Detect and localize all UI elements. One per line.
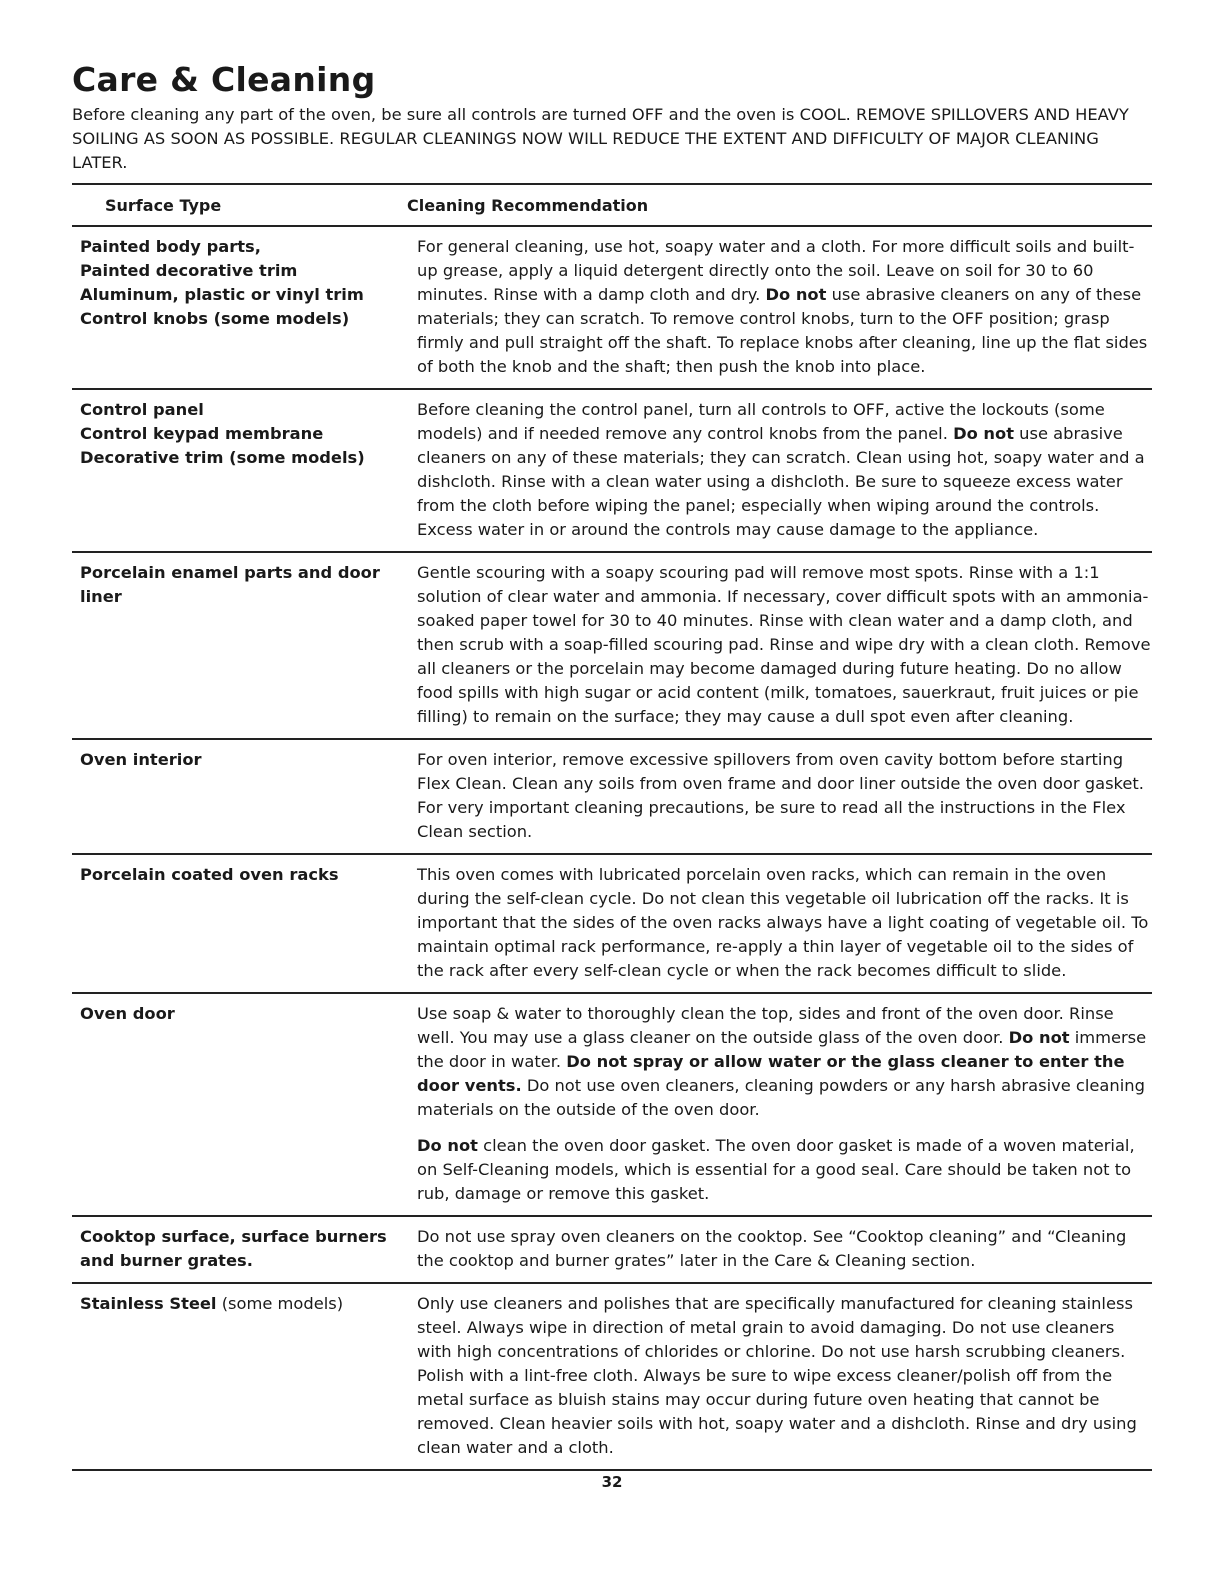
- surface-type-cell: [72, 863, 417, 983]
- cleaning-recommendation-cell: [417, 1002, 1152, 1206]
- surface-type-line: [80, 1225, 417, 1249]
- surface-type-text: and burner grates.: [80, 1251, 253, 1270]
- cleaning-recommendation-cell: [417, 235, 1152, 379]
- recommendation-text: clean the oven door gasket. The oven door gasket is made of a woven material, on Self-Cleaning models, which is essential for a good seal. Care should be taken not to rub, damage or remove this gasket.: [417, 1136, 1135, 1203]
- surface-type-line: [80, 1002, 417, 1026]
- surface-type-line: [80, 283, 417, 307]
- recommendation-paragraph: [417, 561, 1152, 729]
- table-row: [72, 740, 1152, 855]
- surface-type-text: Oven interior: [80, 750, 202, 769]
- cleaning-recommendation-cell: [417, 748, 1152, 844]
- table-row: [72, 227, 1152, 390]
- surface-type-cell: [72, 561, 417, 729]
- recommendation-text: Do not use spray oven cleaners on the cooktop. See “Cooktop cleaning” and “Cleaning the cooktop and burner grates” later in the Care & Cleaning section.: [417, 1227, 1127, 1270]
- header-surface-type: Surface Type: [105, 195, 222, 215]
- surface-type-line: [80, 1292, 417, 1316]
- surface-type-text: Painted decorative trim: [80, 261, 298, 280]
- surface-type-cell: [72, 1292, 417, 1460]
- recommendation-paragraph: [417, 748, 1152, 844]
- surface-type-note: (some models): [216, 1294, 344, 1313]
- recommendation-text: use abrasive cleaners on any of these materials; they can scratch. To remove control knobs, turn to the OFF position; grasp firmly and pull straight off the shaft. To replace knobs after cleaning, line up the flat sides of both the knob and the shaft; then push the knob into place.: [417, 285, 1148, 376]
- table-row: [72, 1284, 1152, 1471]
- emphasis-text: Do not: [417, 1136, 478, 1155]
- surface-type-cell: [72, 1002, 417, 1206]
- surface-type-text: Stainless Steel: [80, 1294, 217, 1313]
- surface-type-line: [80, 863, 417, 887]
- recommendation-paragraph: [417, 235, 1152, 379]
- surface-type-cell: [72, 235, 417, 379]
- cleaning-recommendation-cell: [417, 1292, 1152, 1460]
- surface-type-text: Porcelain enamel parts and door liner: [80, 563, 380, 606]
- surface-type-line: [80, 422, 417, 446]
- cleaning-recommendation-cell: [417, 561, 1152, 729]
- table-row: [72, 553, 1152, 740]
- cleaning-table-body: [72, 227, 1152, 1471]
- table-row: [72, 994, 1152, 1217]
- page-title: Care & Cleaning: [72, 60, 376, 99]
- table-header: [72, 185, 1152, 227]
- recommendation-paragraph: [417, 1134, 1152, 1206]
- emphasis-text: Do not spray or allow water or the glass cleaner to enter the door vents.: [417, 1052, 1125, 1095]
- recommendation-paragraph: [417, 1225, 1152, 1273]
- surface-type-text: Painted body parts,: [80, 237, 261, 256]
- surface-type-line: [80, 561, 417, 609]
- surface-type-cell: [72, 398, 417, 542]
- recommendation-text: use abrasive cleaners on any of these materials; they can scratch. Clean using hot, soapy water and a dishcloth. Rinse with a clean water using a dishcloth. Be sure to squeeze excess water from the cloth before wiping the panel; especially when wiping around the controls. Excess water in or around the controls may cause damage to the appliance.: [417, 424, 1145, 539]
- recommendation-paragraph: [417, 398, 1152, 542]
- table-row: [72, 1217, 1152, 1284]
- recommendation-text: Do not use oven cleaners, cleaning powders or any harsh abrasive cleaning materials on the outside of the oven door.: [417, 1076, 1145, 1119]
- surface-type-cell: [72, 1225, 417, 1273]
- surface-type-cell: [72, 748, 417, 844]
- table-row: [72, 390, 1152, 553]
- surface-type-text: Decorative trim (some models): [80, 448, 365, 467]
- surface-type-text: Cooktop surface, surface burners: [80, 1227, 387, 1246]
- page-number: 32: [601, 1473, 623, 1491]
- recommendation-text: Gentle scouring with a soapy scouring pad will remove most spots. Rinse with a 1:1 solution of clear water and ammonia. If necessary, cover difficult spots with an ammonia-soaked paper towel for 30 to 40 minutes. Rinse with clean water and a damp cloth, and then scrub with a soap-filled scouring pad. Rinse and wipe dry with a clean cloth. Remove all cleaners or the porcelain may become damaged during future heating. Do no allow food spills with high sugar or acid content (milk, tomatoes, sauerkraut, fruit juices or pie filling) to remain on the surface; they may cause a dull spot even after cleaning.: [417, 563, 1151, 726]
- surface-type-line: [80, 398, 417, 422]
- surface-type-line: [80, 235, 417, 259]
- recommendation-text: immerse the door in water.: [417, 1028, 1147, 1071]
- recommendation-text: Only use cleaners and polishes that are specifically manufactured for cleaning stainless steel. Always wipe in direction of metal grain to avoid damaging. Do not use cleaners with high concentrations of chlorides or chlorine. Do not use harsh scrubbing cleaners. Polish with a lint-free cloth. Always be sure to wipe excess cleaner/polish off from the metal surface as bluish stains may occur during future oven heating that cannot be removed. Clean heavier soils with hot, soapy water and a dishcloth. Rinse and dry using clean water and a cloth.: [417, 1294, 1137, 1457]
- emphasis-text: Do not: [953, 424, 1014, 443]
- recommendation-paragraph: [417, 1292, 1152, 1460]
- surface-type-text: Control panel: [80, 400, 204, 419]
- surface-type-line: [80, 748, 417, 772]
- recommendation-text: This oven comes with lubricated porcelain oven racks, which can remain in the oven during the self-clean cycle. Do not clean this vegetable oil lubrication off the racks. It is important that the sides of the oven racks always have a light coating of vegetable oil. To maintain optimal rack performance, re-apply a thin layer of vegetable oil to the sides of the rack after every self-clean cycle or when the rack becomes difficult to slide.: [417, 865, 1149, 980]
- recommendation-paragraph: [417, 863, 1152, 983]
- emphasis-text: Do not: [1008, 1028, 1070, 1047]
- cleaning-recommendation-cell: [417, 398, 1152, 542]
- recommendation-text: Use soap & water to thoroughly clean the top, sides and front of the oven door. Rinse well. You may use a glass cleaner on the outside glass of the oven door.: [417, 1004, 1114, 1047]
- intro-paragraph: Before cleaning any part of the oven, be sure all controls are turned OFF and the oven is COOL. REMOVE SPILLOVERS AND HEAVY SOILING AS SOON AS POSSIBLE. REGULAR CLEANINGS NOW WILL REDUCE THE EXTENT AND DIFFICULTY OF MAJOR CLEANING LATER.: [72, 105, 1129, 172]
- surface-type-text: Control keypad membrane: [80, 424, 324, 443]
- cleaning-recommendation-cell: [417, 1225, 1152, 1273]
- emphasis-text: Do not: [765, 285, 827, 304]
- surface-type-text: Porcelain coated oven racks: [80, 865, 339, 884]
- recommendation-text: For general cleaning, use hot, soapy water and a cloth. For more difficult soils and built-up grease, apply a liquid detergent directly onto the soil. Leave on soil for 30 to 60 minutes. Rinse with a damp cloth and dry.: [417, 237, 1135, 304]
- surface-type-line: [80, 259, 417, 283]
- recommendation-text: For oven interior, remove excessive spillovers from oven cavity bottom before starting Flex Clean. Clean any soils from oven frame and door liner outside the oven door gasket. For very important cleaning precautions, be sure to read all the instructions in the Flex Clean section.: [417, 750, 1144, 841]
- table-row: [72, 855, 1152, 994]
- page: [72, 60, 1152, 1491]
- cleaning-recommendation-cell: [417, 863, 1152, 983]
- surface-type-line: [80, 446, 417, 470]
- recommendation-text: Before cleaning the control panel, turn all controls to OFF, active the lockouts (some models) and if needed remove any control knobs from the panel.: [417, 400, 1105, 443]
- surface-type-line: [80, 307, 417, 331]
- surface-type-text: Aluminum, plastic or vinyl trim: [80, 285, 364, 304]
- surface-type-text: Control knobs (some models): [80, 309, 350, 328]
- surface-type-line: [80, 1249, 417, 1273]
- recommendation-paragraph: [417, 1002, 1152, 1122]
- surface-type-text: Oven door: [80, 1004, 175, 1023]
- header-cleaning-recommendation: Cleaning Recommendation: [407, 195, 649, 215]
